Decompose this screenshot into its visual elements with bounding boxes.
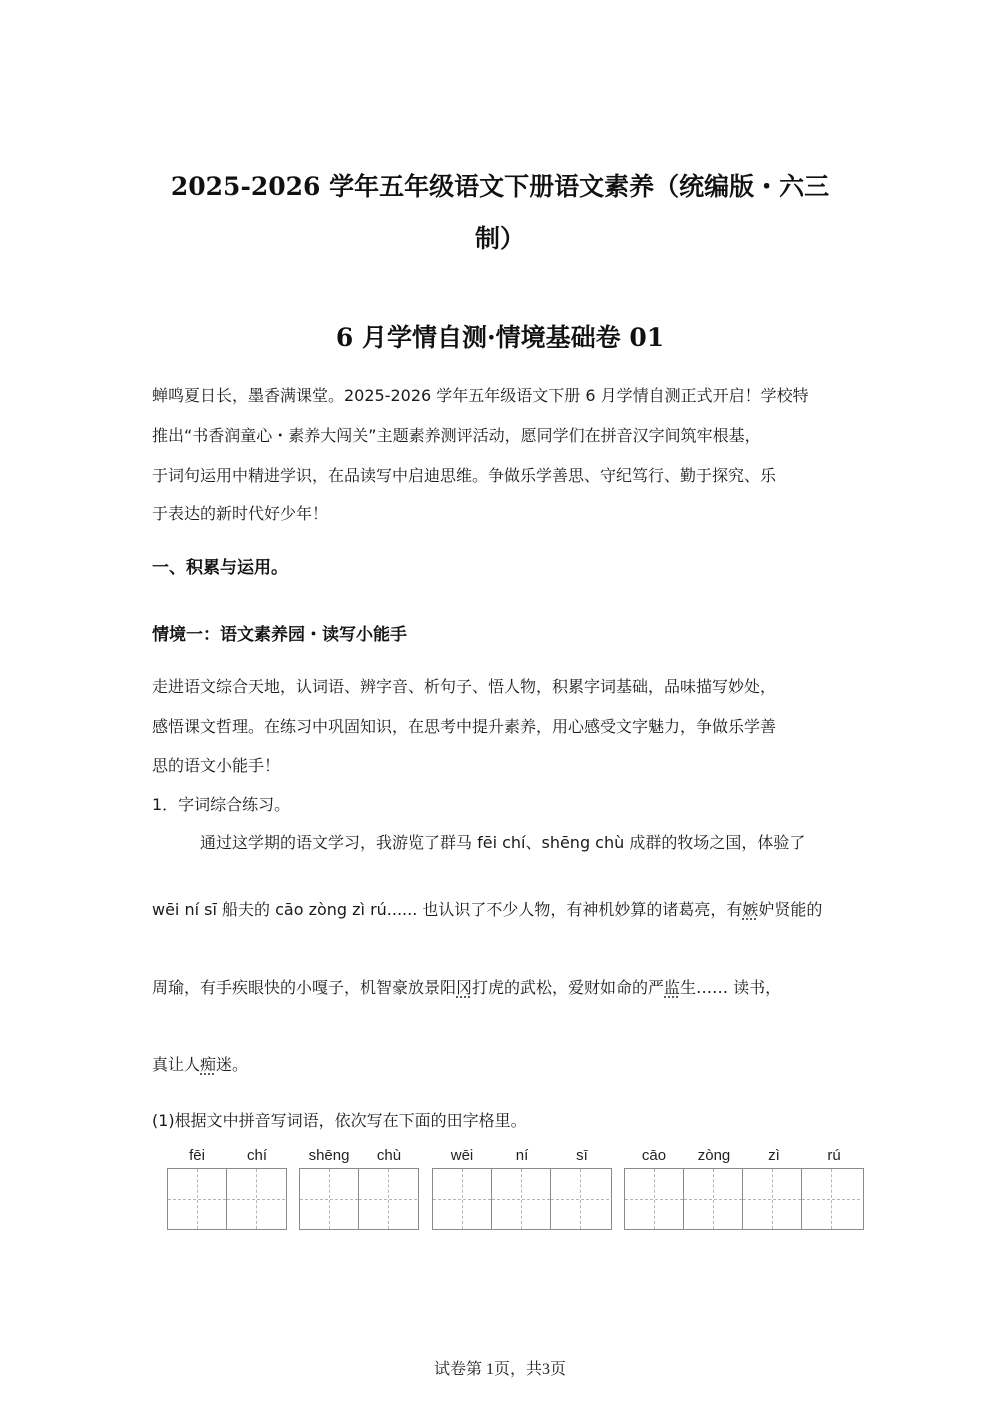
pinyin-label: fēi bbox=[189, 1147, 205, 1164]
tianzige-cell[interactable] bbox=[551, 1169, 609, 1229]
passage-text: wēi ní sī 船夫的 cāo zòng zì rú...... 也认识了不少人物，有神机妙算的诸葛亮，有 bbox=[152, 900, 743, 919]
pinyin-label: chí bbox=[246, 1147, 267, 1164]
passage-line-2 bbox=[152, 897, 852, 920]
tianzige-cell[interactable] bbox=[684, 1169, 743, 1229]
exam-title-line2: 制） bbox=[474, 224, 525, 253]
pinyin-label: chù bbox=[376, 1147, 402, 1164]
intro-line-2: 推出“书香润童心・素养大闯关”主题素养测评活动，愿同学们在拼音汉字间筑牢根基， bbox=[152, 426, 761, 445]
intro-line-1: 蝉鸣夏日长，墨香满课堂。2025-2026 学年五年级语文下册 6 月学情自测正式开启！学校特 bbox=[152, 386, 809, 405]
dotted-char: 冈 bbox=[456, 978, 473, 997]
question-1-label: 1．字词综合练习。 bbox=[152, 795, 291, 814]
tianzige-cell[interactable] bbox=[492, 1169, 551, 1229]
passage-line-1: 通过这学期的语文学习，我游览了群马 fēi chí、shēng chù 成群的牧场之国，体验了 bbox=[200, 833, 806, 852]
word-group-2 bbox=[299, 1147, 419, 1230]
passage-text: 妒贤能的 bbox=[758, 900, 823, 919]
pinyin-label: zì bbox=[768, 1147, 780, 1164]
passage-line-4 bbox=[152, 1052, 852, 1075]
scene-desc-line-2: 感悟课文哲理。在练习中巩固知识，在思考中提升素养，用心感受文字魅力，争做乐学善 bbox=[152, 717, 777, 736]
passage-text: 打虎的武松，爱财如命的严 bbox=[472, 978, 665, 997]
word-group-4 bbox=[624, 1147, 864, 1230]
tianzige-cell[interactable] bbox=[168, 1169, 227, 1229]
passage-text: 周瑜，有手疾眼快的小嘎子，机智豪放景阳 bbox=[152, 978, 457, 997]
pinyin-label: ní bbox=[515, 1147, 529, 1164]
page-footer: 试卷第 1页，共3页 bbox=[433, 1361, 566, 1378]
passage-text: 真让人 bbox=[152, 1055, 201, 1074]
dotted-char: 痴 bbox=[200, 1055, 217, 1074]
passage-text: 生…… 读书， bbox=[680, 978, 782, 997]
dotted-char: 监 bbox=[664, 978, 681, 997]
tianzige-cell[interactable] bbox=[359, 1169, 417, 1229]
section-heading: 一、积累与运用。 bbox=[152, 558, 288, 578]
exam-title-line1: 2025-2026 学年五年级语文下册语文素养（统编版・六三 bbox=[170, 172, 830, 201]
pinyin-label: cāo bbox=[641, 1147, 667, 1164]
pinyin-label: sī bbox=[576, 1147, 588, 1164]
scene-desc-line-3: 思的语文小能手！ bbox=[152, 756, 281, 775]
pinyin-label: zòng bbox=[697, 1147, 731, 1164]
intro-line-4: 于表达的新时代好少年！ bbox=[152, 504, 329, 523]
pinyin-label: wēi bbox=[450, 1147, 474, 1164]
scene-desc-line-1: 走进语文综合天地，认词语、辨字音、析句子、悟人物，积累字词基础，品味描写妙处， bbox=[152, 677, 777, 696]
tianzige-cell[interactable] bbox=[300, 1169, 359, 1229]
tianzige-cell[interactable] bbox=[227, 1169, 285, 1229]
sub-question-1: (1)根据文中拼音写词语，依次写在下面的田字格里。 bbox=[152, 1111, 527, 1130]
dotted-char: 嫉 bbox=[742, 900, 759, 919]
pinyin-label: shēng bbox=[308, 1147, 350, 1164]
tianzige-cell[interactable] bbox=[743, 1169, 802, 1229]
word-group-3 bbox=[432, 1147, 612, 1230]
word-group-1 bbox=[167, 1147, 287, 1230]
intro-line-3: 于词句运用中精进学识，在品读写中启迪思维。争做乐学善思、守纪笃行、勤于探究、乐 bbox=[152, 466, 777, 485]
scene-heading: 情境一：语文素养园・读写小能手 bbox=[152, 625, 407, 645]
tianzige-cell[interactable] bbox=[433, 1169, 492, 1229]
exam-subtitle: 6 月学情自测·情境基础卷 01 bbox=[335, 323, 665, 352]
passage-text: 迷。 bbox=[216, 1055, 249, 1074]
tianzige-cell[interactable] bbox=[625, 1169, 684, 1229]
passage-line-3 bbox=[152, 975, 852, 998]
pinyin-label: rú bbox=[827, 1147, 841, 1164]
tianzige-cell[interactable] bbox=[802, 1169, 860, 1229]
